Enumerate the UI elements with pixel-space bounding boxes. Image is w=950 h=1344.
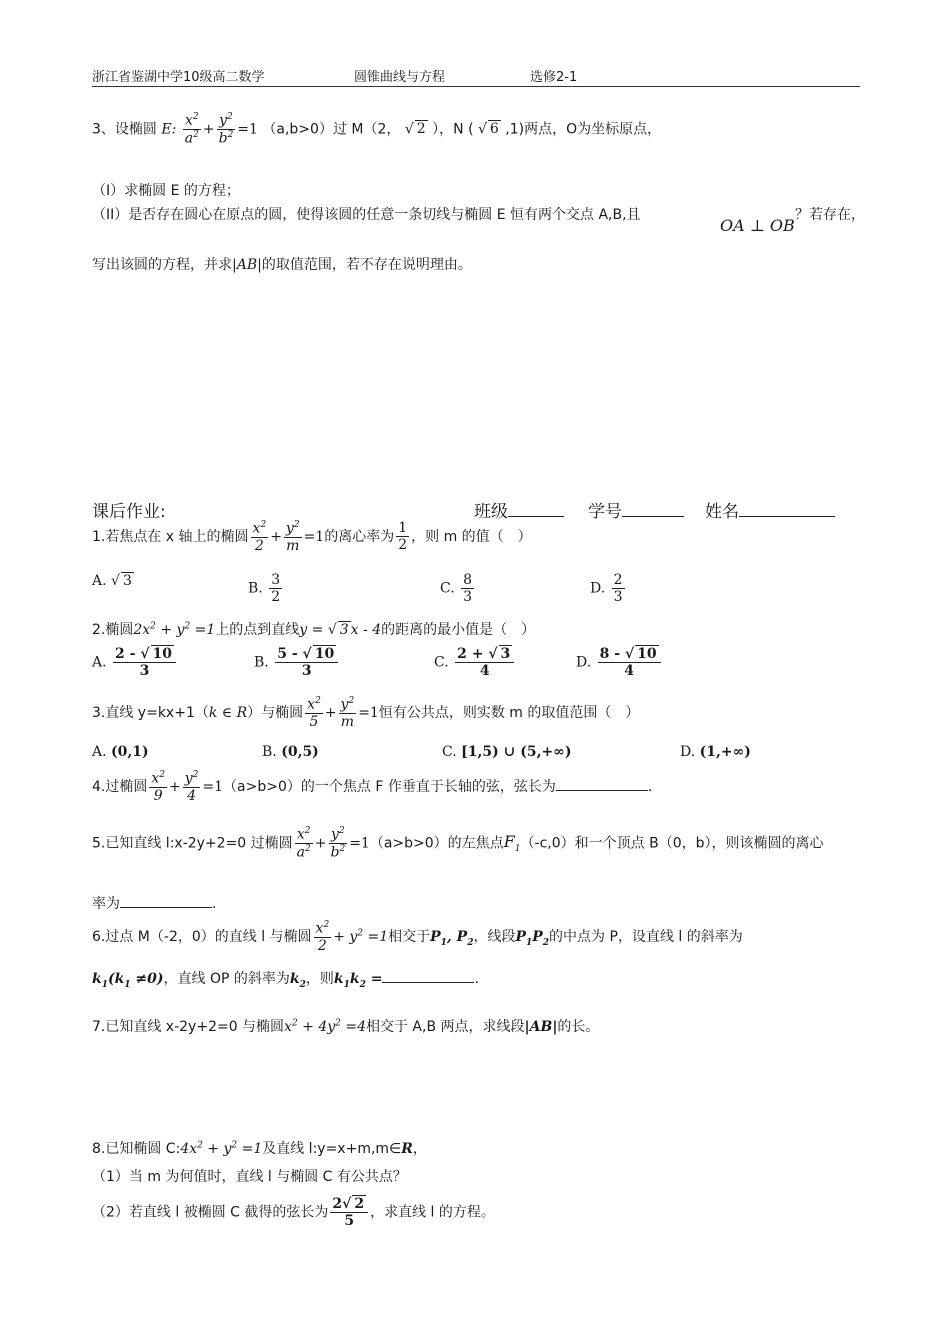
q3-line1: 3、设椭圆 E: $\frac{x^2}{a^2}$ + $\frac{y^2}{b^2}$ =1 （a,b>0）过 M（2， √ 2 ），N ( √ 6 ,1)两点，O为坐标原点，	[92, 112, 662, 147]
homework-title: 课后作业:	[92, 502, 166, 522]
class-field[interactable]: 班级	[474, 497, 564, 522]
h6-question: 6.过点 M（-2，0）的直线 l 与椭圆 $\frac{x^2}{2}$ + $y^2 =1$相交于$P_1$, $P_2$，线段$P_1P_2$的中点为 P，设直线 l 的斜率为	[92, 920, 743, 954]
class-blank[interactable]	[508, 516, 564, 517]
header-topic: 圆锥曲线与方程	[354, 70, 446, 85]
h2-question: 2.椭圆$2x^2 + y^2 =1$上的点到直线y = √ 3 x - 4的距离的最小值是（ ）	[92, 621, 536, 638]
h1-option-a[interactable]: A. √ 3	[92, 573, 132, 589]
h3-option-d[interactable]: D. (1,+∞)	[680, 744, 751, 760]
h4-answer-blank[interactable]	[556, 790, 648, 791]
fraction-x2-a2: $\frac{x^2}{a^2}$	[184, 112, 199, 147]
q3-part2-end: ？若存在，	[795, 207, 865, 223]
h6-question-cont: $k_1(k_1 \ne 0)$，直线 OP 的斜率为$k_2$，则$k_1k_2$ = .	[92, 971, 479, 990]
id-blank[interactable]	[622, 516, 684, 517]
h2-option-d[interactable]: D. $\frac{8 - √ 10}{4}$	[576, 646, 663, 679]
h1-option-d[interactable]: D. $\frac{2}{3}$	[590, 572, 623, 606]
h3-option-c[interactable]: C. [1,5) ∪ (5,+∞)	[442, 744, 572, 760]
h8-part1: （1）当 m 为何值时，直线 l 与椭圆 C 有公共点？	[92, 1169, 407, 1185]
h3-option-b[interactable]: B. (0,5)	[262, 744, 319, 760]
h4-question: 4.过椭圆 $\frac{x^2}{9}$ + $\frac{y^2}{4}$ =1（a>b>0）的一个焦点 F 作垂直于长轴的弦，弦长为 .	[92, 770, 653, 804]
name-blank[interactable]	[739, 516, 835, 517]
header-school: 浙江省鉴湖中学10级高二数学	[92, 70, 265, 85]
h1-option-b[interactable]: B. $\frac{3}{2}$	[248, 572, 281, 606]
h5-answer-blank[interactable]	[120, 907, 212, 908]
q3-perp: OA ⊥ OB	[720, 216, 795, 235]
h5-question: 5.已知直线 l:x-2y+2=0 过椭圆 $\frac{x^2}{a^2}$ + $\frac{y^2}{b^2}$ =1（a>b>0）的左焦点$F_1(-c,0)$和一个顶点 B（0，b），则该椭圆的离心	[92, 826, 824, 861]
h1-question: 1.若焦点在 x 轴上的椭圆 $\frac{x^2}{2}$ + $\frac{y^2}{m}$ =1的离心率为 $\frac{1}{2}$ ，则 m 的值（ ）	[92, 520, 532, 554]
h5-question-cont: 率为 .	[92, 896, 217, 912]
h2-option-a[interactable]: A. $\frac{2 - √ 10}{3}$	[92, 646, 178, 679]
fraction-y2-b2: $\frac{y^2}{b^2}$	[218, 112, 234, 147]
q3-part1: （I）求椭圆 E 的方程；	[92, 183, 240, 199]
id-field[interactable]: 学号	[588, 497, 684, 522]
name-field[interactable]: 姓名	[705, 497, 835, 522]
h1-option-c[interactable]: C. $\frac{8}{3}$	[440, 572, 473, 606]
q3-part3: 写出该圆的方程，并求|AB|的取值范围，若不存在说明理由。	[92, 257, 472, 273]
header-course: 选修2-1	[530, 70, 578, 85]
page-header	[92, 66, 860, 87]
q3-part2: （II）是否存在圆心在原点的圆，使得该圆的任意一条切线与椭圆 E 恒有两个交点 A,B,且	[92, 207, 641, 223]
h3-question: 3.直线 y=kx+1（k ∈ R）与椭圆 $\frac{x^2}{5}$ + $\frac{y^2}{m}$ =1恒有公共点，则实数 m 的取值范围（ ）	[92, 696, 640, 730]
h2-option-b[interactable]: B. $\frac{5 - √ 10}{3}$	[254, 646, 340, 679]
h2-option-c[interactable]: C. $\frac{2 + √ 3}{4}$	[434, 646, 516, 679]
h7-question: 7.已知直线 x-2y+2=0 与椭圆$x^2 + 4y^2 =4$相交于 A,B 两点，求线段|AB|的长。	[92, 1018, 600, 1035]
h8-question: 8.已知椭圆 $C:4x^2 + y^2 =1$及直线 l:y=x+m,m∈R，	[92, 1140, 427, 1157]
h6-answer-blank[interactable]	[382, 982, 474, 983]
h3-option-a[interactable]: A. (0,1)	[92, 744, 149, 760]
h8-part2: （2）若直线 l 被椭圆 C 截得的弦长为 $\frac{2√ 2}{5}$ ，求直线 l 的方程。	[92, 1196, 495, 1230]
